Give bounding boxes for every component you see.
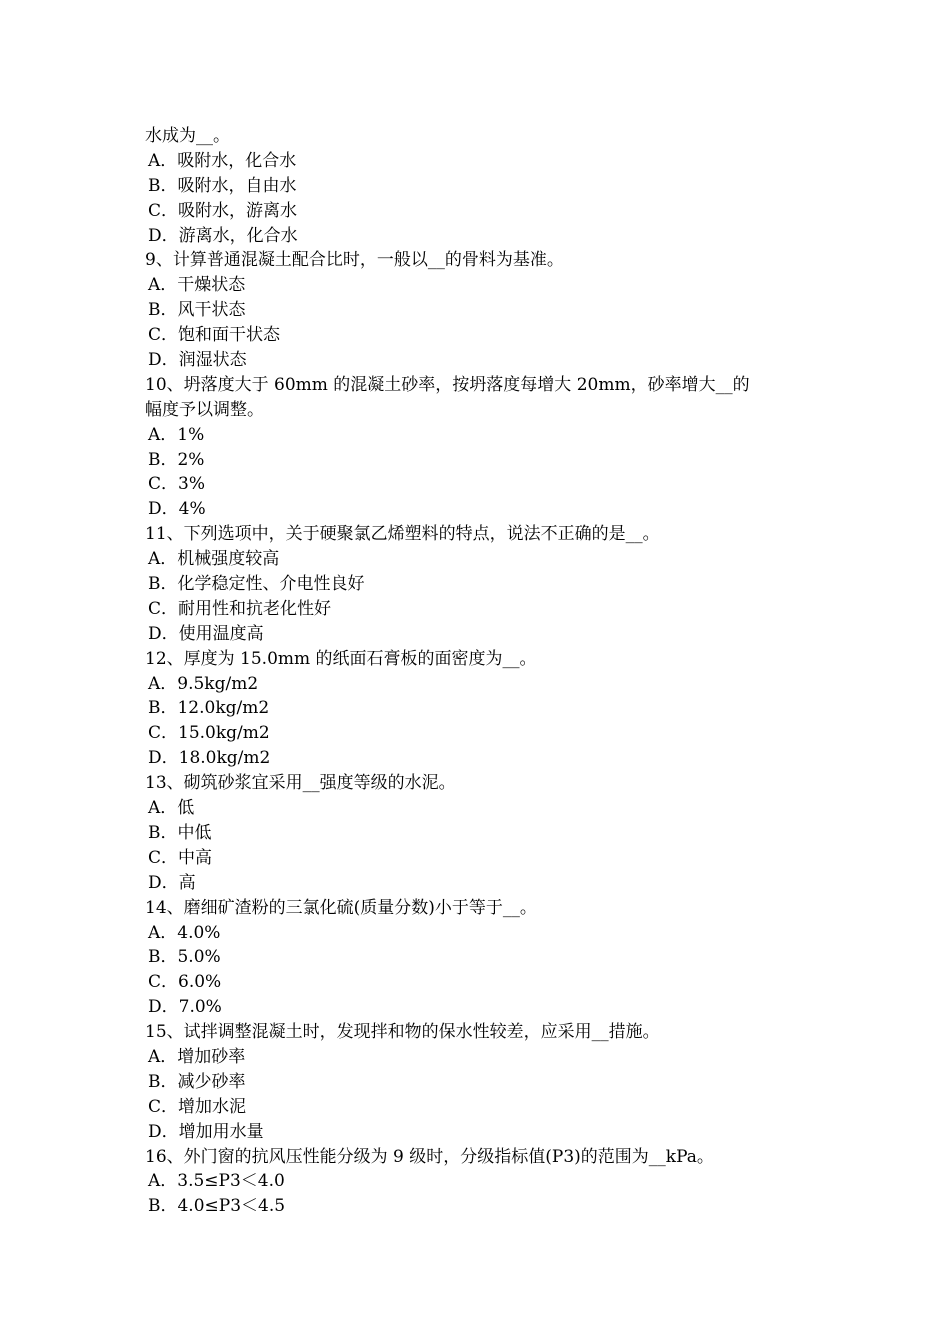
option-d: D．7.0% [148, 997, 222, 1018]
option-b: B．4.0≤P3＜4.5 [148, 1196, 286, 1217]
question-list [145, 124, 815, 1219]
option-c: C．6.0% [148, 972, 222, 993]
option-b: B．2% [148, 449, 205, 470]
question-text: 12、厚度为 15.0mm 的纸面石膏板的面密度为__。 [145, 648, 537, 669]
option-c: C．增加水泥 [148, 1096, 247, 1117]
question-block [145, 771, 815, 895]
question-block [145, 1145, 815, 1220]
option-d: D．润湿状态 [148, 350, 247, 371]
option-a: A．干燥状态 [148, 275, 246, 296]
option-b: B．中低 [148, 822, 212, 843]
option-d: D．游离水，化合水 [148, 225, 298, 246]
option-a: A．增加砂率 [148, 1046, 246, 1067]
question-block [145, 373, 815, 522]
option-a: A．3.5≤P3＜4.0 [148, 1171, 285, 1192]
question-text: 14、磨细矿渣粉的三氯化硫(质量分数)小于等于__。 [145, 897, 537, 918]
option-c: C．吸附水，游离水 [148, 200, 298, 221]
question-block [145, 522, 815, 646]
continuation-text: 水成为__。 [145, 126, 230, 146]
option-b: B．减少砂率 [148, 1071, 246, 1092]
question-block [145, 248, 815, 372]
option-b: B．化学稳定性、介电性良好 [148, 574, 365, 595]
option-c: C．中高 [148, 847, 213, 868]
option-d: D．增加用水量 [148, 1121, 264, 1142]
option-b: B．12.0kg/m2 [148, 698, 270, 719]
option-d: D．18.0kg/m2 [148, 748, 271, 769]
question-block [145, 647, 815, 771]
option-d: D．使用温度高 [148, 623, 264, 644]
question-text: 15、试拌调整混凝土时，发现拌和物的保水性较差，应采用__措施。 [145, 1022, 660, 1043]
question-text: 9、计算普通混凝土配合比时，一般以__的骨料为基准。 [145, 250, 564, 271]
question-text: 10、坍落度大于 60mm 的混凝土砂率，按坍落度每增大 20mm，砂率增大__的 [145, 374, 750, 395]
question-block [145, 896, 815, 1020]
option-d: D．高 [148, 872, 196, 893]
question-text: 11、下列选项中，关于硬聚氯乙烯塑料的特点，说法不正确的是__。 [145, 524, 660, 545]
option-b: B．5.0% [148, 947, 221, 968]
option-c: C．耐用性和抗老化性好 [148, 598, 332, 619]
option-a: A．低 [148, 798, 195, 819]
option-b: B．风干状态 [148, 300, 246, 321]
option-d: D．4% [148, 499, 206, 520]
option-c: C．3% [148, 474, 205, 495]
option-a: A．9.5kg/m2 [148, 673, 259, 694]
option-b: B．吸附水，自由水 [148, 175, 297, 196]
option-a: A．机械强度较高 [148, 549, 280, 570]
question-text: 16、外门窗的抗风压性能分级为 9 级时，分级指标值(P3)的范围为__kPa。 [145, 1146, 714, 1167]
option-a: A．4.0% [148, 922, 221, 943]
option-a: A．吸附水，化合水 [148, 150, 297, 171]
question-text: 13、砌筑砂浆宜采用__强度等级的水泥。 [145, 773, 456, 794]
question-block [145, 1020, 815, 1144]
option-a: A．1% [148, 424, 205, 445]
option-c: C．饱和面干状态 [148, 325, 281, 346]
option-c: C．15.0kg/m2 [148, 723, 270, 744]
question-text-continued: 幅度予以调整。 [145, 399, 264, 420]
